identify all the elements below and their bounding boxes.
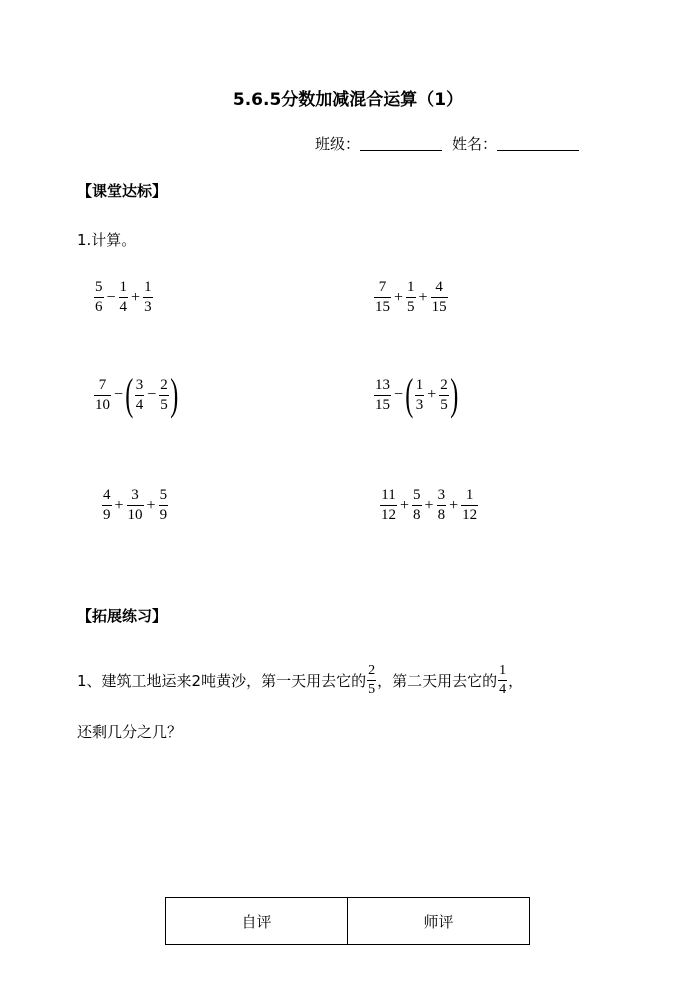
name-label: 姓名： — [452, 135, 498, 153]
expression-3 — [93, 370, 179, 419]
operator: + — [400, 496, 410, 514]
fraction: $\frac{11}{12}$ — [381, 487, 396, 523]
fraction: $\frac{1}{3}$ — [144, 279, 152, 315]
fraction: $\frac{7}{10}$ — [95, 376, 110, 413]
operator: − — [394, 386, 404, 403]
operator: + — [131, 288, 141, 306]
name-blank[interactable] — [497, 136, 579, 151]
operator: + — [114, 496, 124, 514]
right-paren: ) — [170, 370, 179, 419]
fraction: $\frac{3}{10}$ — [127, 487, 143, 523]
problem-text-2: ，第二天用去它的 — [377, 671, 498, 690]
fraction: $\frac{2}{5}$ — [160, 376, 168, 413]
expression-5 — [101, 488, 169, 523]
evaluation-table — [165, 897, 530, 945]
fraction: $\frac{1}{12}$ — [462, 487, 478, 523]
fraction: $\frac{7}{15}$ — [375, 279, 390, 315]
fraction: $\frac{3}{8}$ — [437, 487, 446, 523]
operator: − — [106, 288, 116, 306]
right-paren: ) — [450, 370, 459, 419]
fraction: $\frac{5}{8}$ — [413, 487, 421, 523]
problem-fraction-1: $\frac{2}{5}$ — [368, 663, 376, 697]
operator: + — [146, 496, 156, 514]
operator: + — [427, 386, 437, 403]
page-title: 5.6.5分数加减混合运算（1） — [232, 90, 464, 110]
word-problem-line-1 — [77, 664, 647, 697]
problem-text-1: 1、建筑工地运来2吨黄沙，第一天用去它的 — [77, 671, 367, 690]
student-info — [315, 133, 579, 154]
teacher-evaluation-cell[interactable]: 师评 — [348, 898, 530, 945]
problem-text-3: ， — [508, 671, 524, 690]
question-1-label: 1.计算。 — [77, 231, 137, 249]
operator: − — [114, 386, 124, 403]
expression-2 — [373, 280, 449, 315]
operator: + — [424, 496, 434, 514]
operator: + — [394, 288, 404, 306]
class-blank[interactable] — [360, 136, 442, 151]
operator: − — [147, 386, 157, 403]
expression-4 — [373, 370, 459, 419]
left-paren: ( — [405, 370, 414, 419]
expression-1 — [93, 280, 154, 315]
word-problem-line-2: 还剩几分之几？ — [77, 723, 183, 741]
section-heading-extension: 【拓展练习】 — [77, 607, 168, 625]
section-heading-practice: 【课堂达标】 — [77, 182, 168, 200]
fraction: $\frac{13}{15}$ — [375, 376, 390, 413]
fraction: $\frac{5}{6}$ — [95, 279, 103, 315]
fraction: $\frac{2}{5}$ — [440, 376, 448, 413]
operator: + — [449, 496, 459, 514]
problem-fraction-2: $\frac{1}{4}$ — [499, 663, 507, 697]
fraction: $\frac{1}{5}$ — [407, 279, 415, 315]
self-evaluation-cell[interactable]: 自评 — [166, 898, 348, 945]
fraction: $\frac{3}{4}$ — [135, 376, 144, 413]
left-paren: ( — [125, 370, 134, 419]
operator: + — [418, 288, 428, 306]
fraction: $\frac{1}{4}$ — [119, 279, 128, 315]
fraction: $\frac{5}{9}$ — [159, 487, 168, 523]
fraction: $\frac{1}{3}$ — [415, 376, 424, 413]
fraction: $\frac{4}{9}$ — [103, 487, 111, 523]
class-label: 班级： — [315, 135, 361, 153]
fraction: $\frac{4}{15}$ — [431, 279, 447, 315]
expression-6 — [379, 488, 479, 523]
